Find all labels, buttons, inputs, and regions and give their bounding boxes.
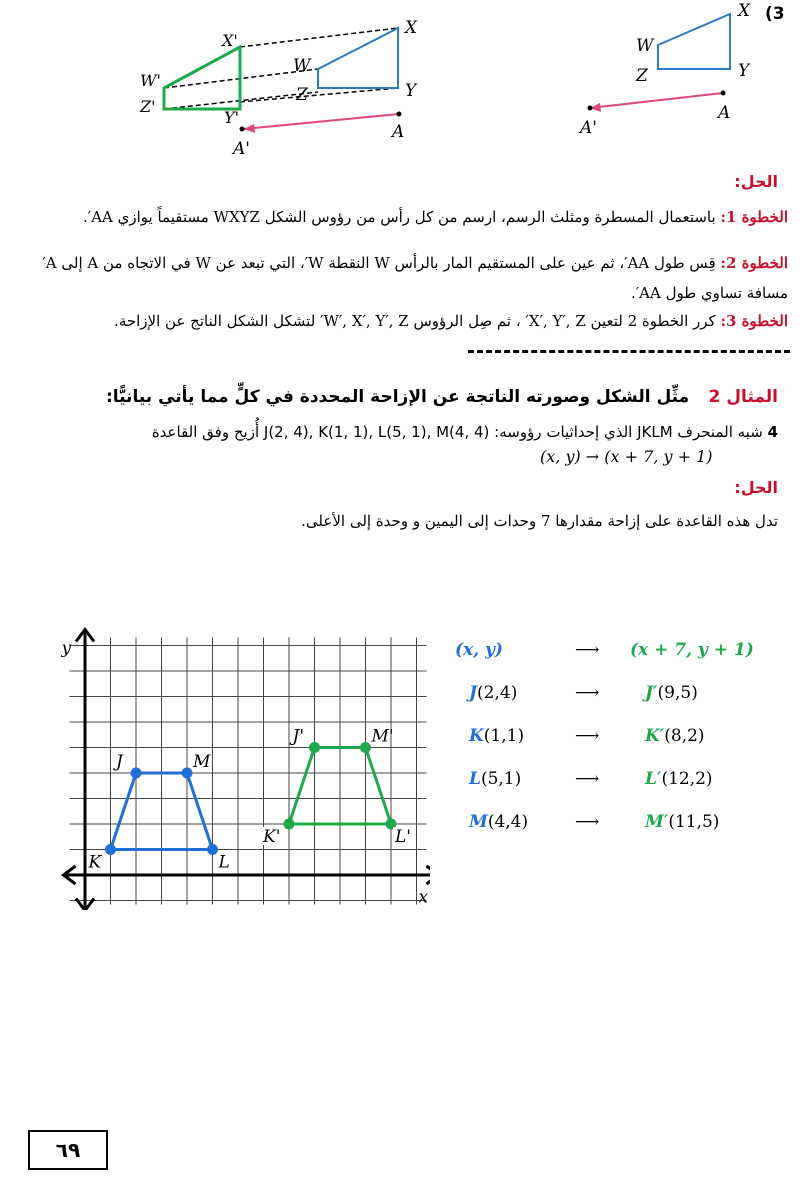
label-A: A xyxy=(392,122,405,142)
arrow: ⟶ xyxy=(575,769,600,789)
point-Mp xyxy=(360,742,371,753)
point-label-J: J xyxy=(116,752,123,772)
solution-label: الحل: xyxy=(734,172,778,191)
label-W: W xyxy=(636,36,654,56)
dashed-separator xyxy=(468,350,790,353)
point-label-Jp: J' xyxy=(292,726,304,747)
arrow: ⟶ xyxy=(575,640,600,660)
header-from: (x, y) xyxy=(455,640,503,660)
step-label: الخطوة 2: xyxy=(720,254,788,272)
label-Zp: Z' xyxy=(140,97,156,116)
from-letter: K xyxy=(469,726,484,746)
label-Ap: A' xyxy=(233,139,250,159)
arrow: ⟶ xyxy=(575,726,600,746)
point-label-M: M xyxy=(193,752,211,772)
step-label: الخطوة 1: xyxy=(720,208,788,226)
table-row xyxy=(455,812,795,848)
label-Y: Y xyxy=(405,81,417,101)
translated-figure xyxy=(139,18,418,159)
translation-rule: (x, y) → (x + 7, y + 1) xyxy=(540,447,713,466)
example-heading xyxy=(106,387,778,407)
point-label-Kp: K' xyxy=(263,827,281,847)
table-row xyxy=(455,683,795,719)
point-Jp xyxy=(309,742,320,753)
label-Z: Z xyxy=(296,85,308,105)
x-axis-label: x xyxy=(418,887,429,908)
arrow: ⟶ xyxy=(575,812,600,832)
step-1 xyxy=(12,206,788,228)
label-A: A xyxy=(718,103,731,123)
explanation-text: تدل هذه القاعدة على إزاحة مقدارها 7 وحدات إلى اليمين و وحدة إلى الأعلى. xyxy=(301,512,778,530)
to-coords: (8,2) xyxy=(664,726,705,746)
point-label-Mp: M' xyxy=(371,726,394,747)
from-letter: J xyxy=(469,683,478,703)
original-figure xyxy=(578,1,751,138)
point-L xyxy=(207,844,218,855)
from-coords: (1,1) xyxy=(483,726,525,746)
label-Yp: Y' xyxy=(224,108,239,127)
solution-label: الحل: xyxy=(734,478,778,497)
table-row xyxy=(455,769,795,805)
step-text: قِس طول AA′، ثم عين على المستقيم المار بالرأس W النقطة W′، التي تبعد عن W في الاتجاه من A إلى A′ مسافة تساوي طول AA′. xyxy=(42,254,788,302)
label-X: X xyxy=(738,1,751,21)
step-2 xyxy=(12,248,788,308)
label-Wp: W' xyxy=(140,71,161,90)
arrow: ⟶ xyxy=(575,683,600,703)
label-X: X xyxy=(405,18,418,38)
header-to: (x + 7, y + 1) xyxy=(630,640,754,660)
point-label-K: K xyxy=(88,852,102,873)
to-coords: (11,5) xyxy=(668,812,720,832)
to-letter: K′ xyxy=(645,726,665,746)
table-header xyxy=(455,640,795,676)
table-row xyxy=(455,726,795,762)
point-J xyxy=(131,768,142,779)
exercise-text: شبه المنحرف JKLM الذي إحداثيات رؤوسه: J(2, 4), K(1, 1), L(5, 1), M(4, 4) أُزيح وفق القاعدة xyxy=(151,423,763,441)
label-Ap: A' xyxy=(580,118,597,138)
from-coords: (4,4) xyxy=(487,812,529,832)
step-text: كرر الخطوة 2 لتعين X′, Y′, Z′ ، ثم صِل الرؤوس W′, X′, Y′, Z′ لتشكل الشكل الناتج عن الإزاحة. xyxy=(114,312,716,330)
page-number: ٦٩ xyxy=(28,1130,108,1170)
label-W: W xyxy=(293,56,311,76)
from-letter: M xyxy=(469,812,488,832)
from-coords: (5,1) xyxy=(480,769,522,789)
exercise-4 xyxy=(8,420,778,444)
step-text: باستعمال المسطرة ومثلث الرسم، ارسم من كل رأس من رؤوس الشكل WXYZ مستقيماً يوازي AA′. xyxy=(83,208,716,226)
problem-number: (3 xyxy=(765,4,785,24)
point-label-L: L xyxy=(218,852,230,873)
step-3 xyxy=(12,310,788,332)
label-Xp: X' xyxy=(222,31,238,50)
exercise-number: 4 xyxy=(767,423,778,441)
to-letter: L′ xyxy=(645,769,662,789)
point-Kp xyxy=(284,819,295,830)
to-coords: (9,5) xyxy=(657,683,698,703)
example-title: مثِّل الشكل وصورته الناتجة عن الإزاحة المحددة في كلٍّ مما يأتي بيانيًّا: xyxy=(105,387,690,407)
label-Y: Y xyxy=(738,61,750,81)
from-coords: (2,4) xyxy=(477,683,518,703)
to-coords: (12,2) xyxy=(661,769,713,789)
translation-figure xyxy=(0,0,800,170)
from-letter: L xyxy=(469,769,481,789)
label-Z: Z xyxy=(636,66,648,86)
to-letter: M′ xyxy=(645,812,669,832)
coordinate-graph xyxy=(50,625,430,910)
step-label: الخطوة 3: xyxy=(720,312,788,330)
point-K xyxy=(105,844,116,855)
to-letter: J′ xyxy=(645,683,658,703)
y-axis-label: y xyxy=(61,638,72,659)
example-label: المثال 2 xyxy=(708,387,778,407)
point-M xyxy=(182,768,193,779)
point-label-Lp: L' xyxy=(395,827,411,847)
